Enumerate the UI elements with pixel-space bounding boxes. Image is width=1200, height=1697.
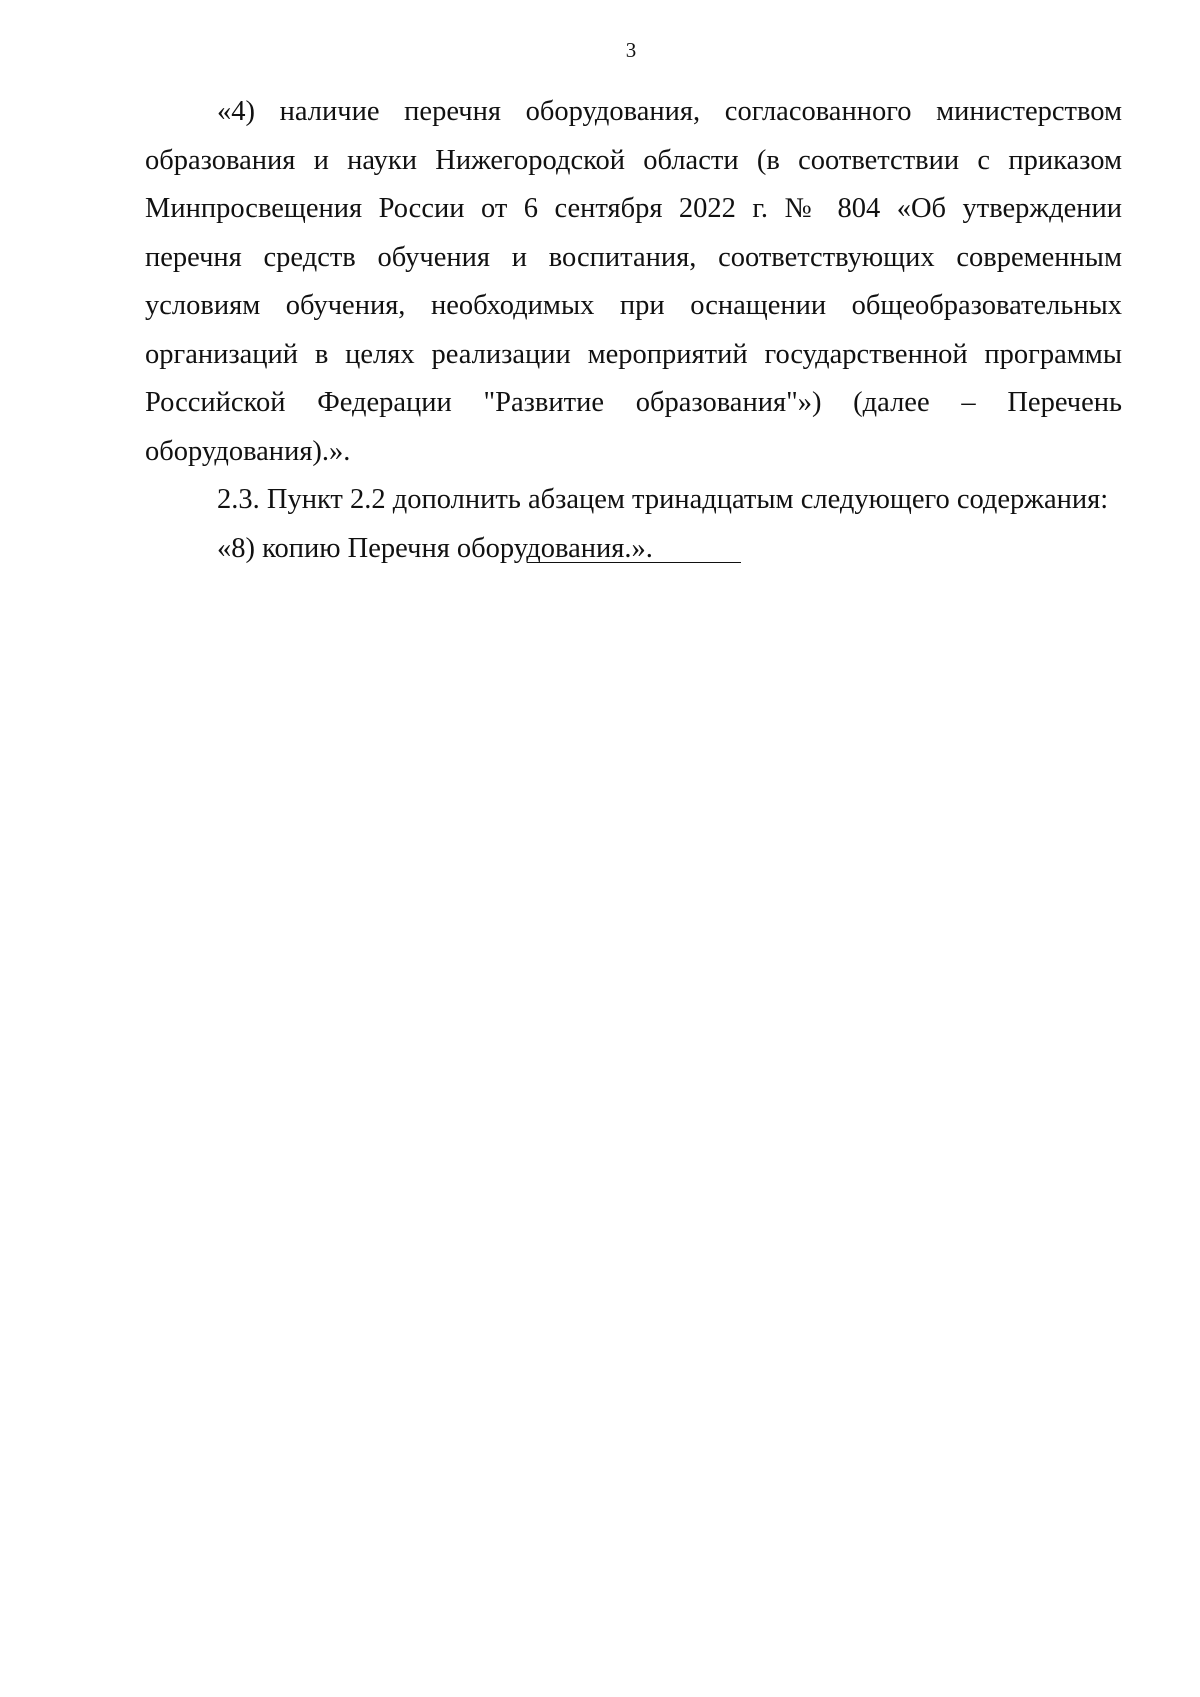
- document-body: [145, 88, 1122, 573]
- page-number: 3: [625, 38, 637, 62]
- end-separator-line: [527, 562, 741, 563]
- paragraph-item-8: «8) копию Перечня оборудования.».: [217, 532, 653, 564]
- paragraph-item-4: «4) наличие перечня оборудования, согласованного министерством образования и науки Нижегородской области (в соответствии с приказом Минпросвещения России от 6 сентября 2022 г. № 804 «Об утверждении перечня средств обучения и воспитания, соответствующих современным условиям обучения, необходимых при оснащении общеобразовательных организаций в целях реализации мероприятий государственной программы Российской Федерации "Развитие образования"») (далее – Перечень оборудования).».: [145, 96, 1122, 467]
- paragraph-clause-2-3: 2.3. Пункт 2.2 дополнить абзацем тринадцатым следующего содержания:: [217, 484, 1109, 515]
